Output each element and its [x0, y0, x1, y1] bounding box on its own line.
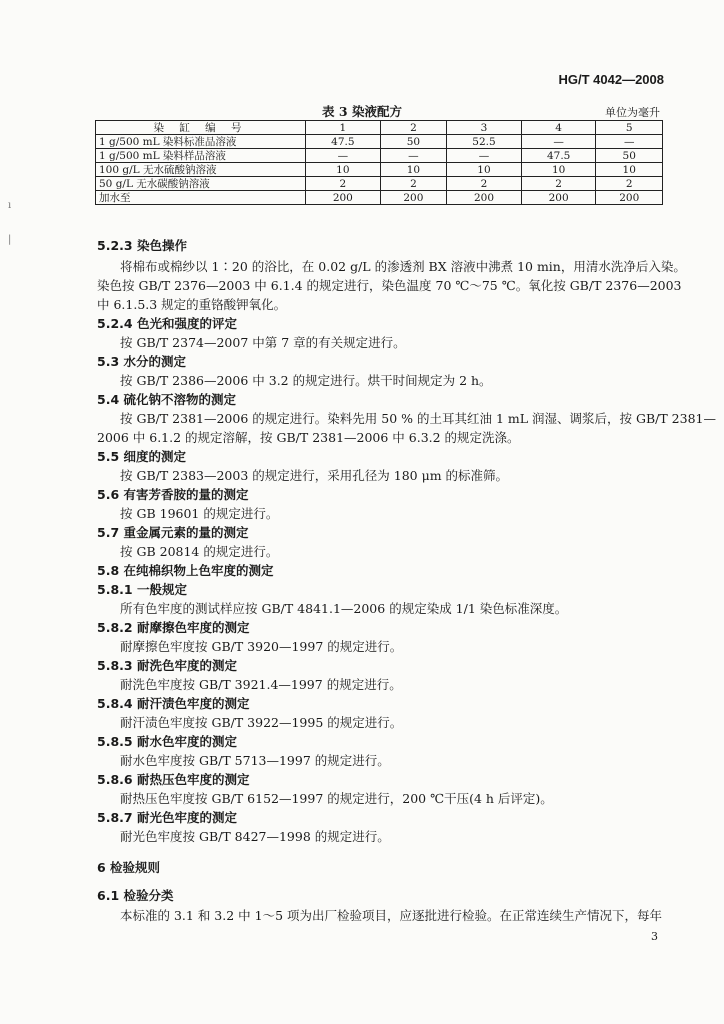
table-header-row — [96, 121, 663, 135]
table-cell: 200 — [596, 191, 663, 205]
paragraph-line: 按 GB/T 2383—2003 的规定进行，采用孔径为 180 μm 的标准筛。 — [120, 468, 509, 483]
paragraph-line: 按 GB/T 2374—2007 中第 7 章的有关规定进行。 — [120, 335, 406, 350]
paragraph-line: 中 6.1.5.3 规定的重铬酸钾氧化。 — [97, 297, 287, 312]
table-cell: 50 — [596, 149, 663, 163]
heading-5-5: 5.5 细度的测定 — [97, 449, 186, 464]
table-cell: — — [306, 149, 381, 163]
paragraph-line: 耐水色牢度按 GB/T 5713—1997 的规定进行。 — [120, 753, 390, 768]
table-cell: 200 — [521, 191, 596, 205]
column-header: 1 — [306, 121, 381, 135]
heading-5-8-2: 5.8.2 耐摩擦色牢度的测定 — [97, 620, 250, 635]
heading-5-2-4: 5.2.4 色光和强度的评定 — [97, 316, 237, 331]
table-cell: 10 — [380, 163, 446, 177]
table-cell: — — [596, 135, 663, 149]
column-header: 4 — [521, 121, 596, 135]
heading-6: 6 检验规则 — [97, 860, 161, 875]
table-row — [96, 135, 663, 149]
heading-5-8-4: 5.8.4 耐汗渍色牢度的测定 — [97, 696, 250, 711]
row-label: 1 g/500 mL 染料样品溶液 — [96, 149, 306, 163]
table-row — [96, 177, 663, 191]
table-cell: 200 — [380, 191, 446, 205]
table-cell: 2 — [596, 177, 663, 191]
paragraph-line: 按 GB 20814 的规定进行。 — [120, 544, 279, 559]
row-label: 50 g/L 无水碳酸钠溶液 — [96, 177, 306, 191]
table-cell: 47.5 — [306, 135, 381, 149]
table-corner-header: 染 缸 编 号 — [96, 121, 306, 135]
heading-5-8-6: 5.8.6 耐热压色牢度的测定 — [97, 772, 250, 787]
paragraph-line: 耐汗渍色牢度按 GB/T 3922—1995 的规定进行。 — [120, 715, 403, 730]
heading-5-2-3: 5.2.3 染色操作 — [97, 238, 187, 253]
paragraph-line: 染色按 GB/T 2376—2003 中 6.1.4 的规定进行，染色温度 70 ℃～75 ℃。氧化按 GB/T 2376—2003 — [97, 278, 682, 293]
heading-5-8-7: 5.8.7 耐光色牢度的测定 — [97, 810, 237, 825]
table-cell: 2 — [521, 177, 596, 191]
row-label: 1 g/500 mL 染料标准品溶液 — [96, 135, 306, 149]
page-number: 3 — [651, 930, 658, 943]
table-cell: — — [380, 149, 446, 163]
heading-6-1: 6.1 检验分类 — [97, 888, 174, 903]
paragraph-line: 2006 中 6.1.2 的规定溶解，按 GB/T 2381—2006 中 6.3.2 的规定洗涤。 — [97, 430, 520, 445]
table-cell: — — [521, 135, 596, 149]
table-unit: 单位为毫升 — [605, 106, 660, 119]
heading-5-8-1: 5.8.1 一般规定 — [97, 582, 187, 597]
dye-recipe-table — [95, 120, 663, 205]
row-label: 加水至 — [96, 191, 306, 205]
heading-5-7: 5.7 重金属元素的量的测定 — [97, 525, 249, 540]
table-caption: 表 3 染液配方 — [322, 104, 402, 119]
table-row — [96, 163, 663, 177]
table-row — [96, 149, 663, 163]
table-cell: 10 — [596, 163, 663, 177]
heading-5-6: 5.6 有害芳香胺的量的测定 — [97, 487, 249, 502]
paragraph-line: 耐洗色牢度按 GB/T 3921.4—1997 的规定进行。 — [120, 677, 402, 692]
row-label: 100 g/L 无水硫酸钠溶液 — [96, 163, 306, 177]
scan-mark: | — [8, 234, 12, 245]
heading-5-8-5: 5.8.5 耐水色牢度的测定 — [97, 734, 237, 749]
table-cell: 47.5 — [521, 149, 596, 163]
table-cell: 200 — [447, 191, 522, 205]
table-row — [96, 191, 663, 205]
standard-code: HG/T 4042—2008 — [558, 72, 664, 87]
table-cell: 2 — [380, 177, 446, 191]
heading-5-8: 5.8 在纯棉织物上色牢度的测定 — [97, 563, 274, 578]
paragraph-line: 耐摩擦色牢度按 GB/T 3920—1997 的规定进行。 — [120, 639, 403, 654]
table-cell: 200 — [306, 191, 381, 205]
table-cell: 10 — [521, 163, 596, 177]
table-cell: 10 — [447, 163, 522, 177]
table-cell: 2 — [306, 177, 381, 191]
table-cell: 10 — [306, 163, 381, 177]
table-cell: — — [447, 149, 522, 163]
heading-5-8-3: 5.8.3 耐洗色牢度的测定 — [97, 658, 237, 673]
table-cell: 2 — [447, 177, 522, 191]
table-cell: 50 — [380, 135, 446, 149]
heading-5-3: 5.3 水分的测定 — [97, 354, 186, 369]
column-header: 5 — [596, 121, 663, 135]
heading-5-4: 5.4 硫化钠不溶物的测定 — [97, 392, 236, 407]
paragraph-line: 耐光色牢度按 GB/T 8427—1998 的规定进行。 — [120, 829, 390, 844]
paragraph-line: 耐热压色牢度按 GB/T 6152—1997 的规定进行，200 ℃干压(4 h 后评定)。 — [120, 791, 553, 806]
table-cell: 52.5 — [447, 135, 522, 149]
paragraph-line: 按 GB/T 2386—2006 中 3.2 的规定进行。烘干时间规定为 2 h。 — [120, 373, 492, 388]
paragraph-line: 按 GB/T 2381—2006 的规定进行。染料先用 50 % 的土耳其红油 1 mL 润湿、调浆后，按 GB/T 2381— — [120, 411, 716, 426]
paragraph-line: 按 GB 19601 的规定进行。 — [120, 506, 279, 521]
column-header: 2 — [380, 121, 446, 135]
paragraph-line: 将棉布或棉纱以 1∶20 的浴比，在 0.02 g/L 的渗透剂 BX 溶液中沸煮 10 min，用清水洗净后入染。 — [120, 259, 686, 274]
scan-mark: ı — [8, 200, 12, 211]
paragraph-line: 本标准的 3.1 和 3.2 中 1～5 项为出厂检验项目，应逐批进行检验。在正常连续生产情况下，每年 — [120, 908, 663, 923]
column-header: 3 — [447, 121, 522, 135]
paragraph-line: 所有色牢度的测试样应按 GB/T 4841.1—2006 的规定染成 1/1 染色标准深度。 — [120, 601, 568, 616]
